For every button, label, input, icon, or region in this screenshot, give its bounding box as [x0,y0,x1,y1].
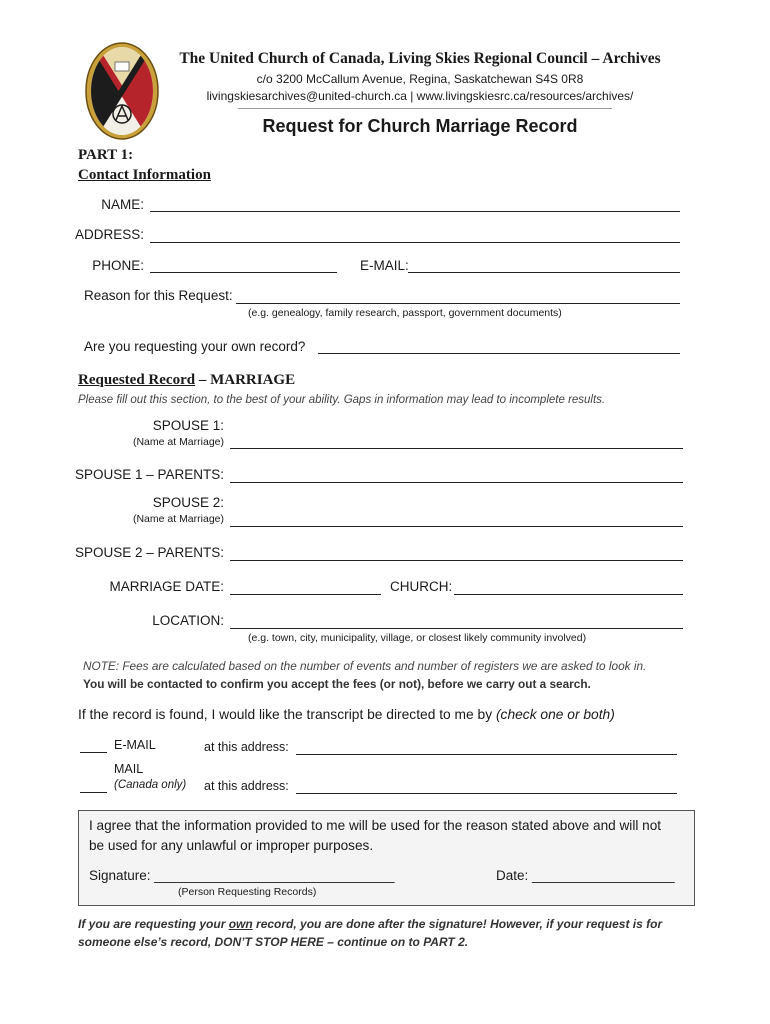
own-record-field[interactable] [318,340,680,354]
location-label: LOCATION: [152,613,224,628]
reason-hint: (e.g. genealogy, family research, passport, government documents) [248,307,562,319]
own-record-label: Are you requesting your own record? [84,339,306,354]
email-option-label: E-MAIL [114,738,156,752]
requested-instructions: Please fill out this section, to the best of your ability. Gaps in information may lead to incomplete results. [78,394,606,406]
delivery-intro [78,707,615,722]
requested-record-type: – MARRIAGE [195,372,296,388]
form-title: Request for Church Marriage Record [262,116,578,136]
reason-field[interactable] [236,290,680,304]
header-divider [238,108,612,109]
spouse2-parents-label: SPOUSE 2 – PARENTS: [74,545,224,560]
delivery-intro-text: If the record is found, I would like the transcript be directed to me by [78,707,496,722]
agreement-text-line1: I agree that the information provided to me will be used for the reason stated above and will not [89,818,662,833]
spouse1-parents-field[interactable] [230,469,683,483]
marriage-date-field[interactable] [230,581,381,595]
address-label: ADDRESS: [74,227,144,242]
marriage-date-label: MARRIAGE DATE: [109,579,224,594]
church-crest-logo [84,42,160,140]
church-field[interactable] [454,581,683,595]
address-field[interactable] [150,229,680,243]
footer-line2: someone else’s record, DON’T STOP HERE – continue on to PART 2. [78,935,469,949]
signature-hint: (Person Requesting Records) [178,886,317,898]
fees-confirmation-note: You will be contacted to confirm you accept the fees (or not), before we carry out a search. [83,677,591,691]
footer-line1-end: record, you are done after the signature! However, if your request is for [252,917,663,931]
church-label: CHURCH: [390,579,453,594]
location-hint: (e.g. town, city, municipality, village, or closest likely community involved) [248,632,587,644]
spouse1-field[interactable] [230,435,683,449]
reason-label: Reason for this Request: [84,288,233,303]
spouse2-label: SPOUSE 2: [152,495,224,510]
footer-line1 [78,917,662,931]
mail-at-address-label: at this address: [204,779,289,793]
name-label: NAME: [101,197,144,212]
footer-line1-start: If you are requesting your [78,917,229,931]
requested-record-heading [78,372,295,389]
mail-option-label: MAIL [114,762,144,776]
organization-contact: livingskiesarchives@united-church.ca | www.livingskiesrc.ca/resources/archives/ [206,89,634,103]
location-field[interactable] [230,615,683,629]
email-label: E-MAIL: [360,258,409,273]
mail-address-field[interactable] [296,780,677,794]
signature-field[interactable]: Signature: ________________________________ [89,868,395,883]
phone-field[interactable] [150,259,337,273]
fees-note: NOTE: Fees are calculated based on the number of events and number of registers we are asked to look in. [83,659,647,673]
spouse2-field[interactable] [230,513,683,527]
phone-label: PHONE: [92,258,144,273]
spouse2-parents-field[interactable] [230,547,683,561]
mail-option-note: (Canada only) [114,779,187,791]
mail-option-checkbox[interactable] [80,781,107,793]
organization-address: c/o 3200 McCallum Avenue, Regina, Saskatchewan S4S 0R8 [256,72,584,86]
spouse2-name-hint: (Name at Marriage) [132,513,224,525]
section-title-contact: Contact Information [78,167,211,183]
part-label: PART 1: [78,147,134,163]
spouse1-parents-label: SPOUSE 1 – PARENTS: [74,467,224,482]
requested-record-title: Requested Record [78,372,196,388]
email-address-field[interactable] [296,741,677,755]
spouse1-name-hint: (Name at Marriage) [132,436,224,448]
footer-own-word: own [228,917,253,931]
agreement-text-line2: be used for any unlawful or improper purposes. [89,838,374,853]
delivery-intro-hint: (check one or both) [495,707,615,722]
spouse1-label: SPOUSE 1: [152,418,224,433]
email-option-checkbox[interactable] [80,741,107,753]
email-field[interactable] [408,259,680,273]
date-field[interactable]: Date: ___________________ [496,868,675,883]
organization-title: The United Church of Canada, Living Skies Regional Council – Archives [179,50,661,67]
name-field[interactable] [150,198,680,212]
email-at-address-label: at this address: [204,740,289,754]
